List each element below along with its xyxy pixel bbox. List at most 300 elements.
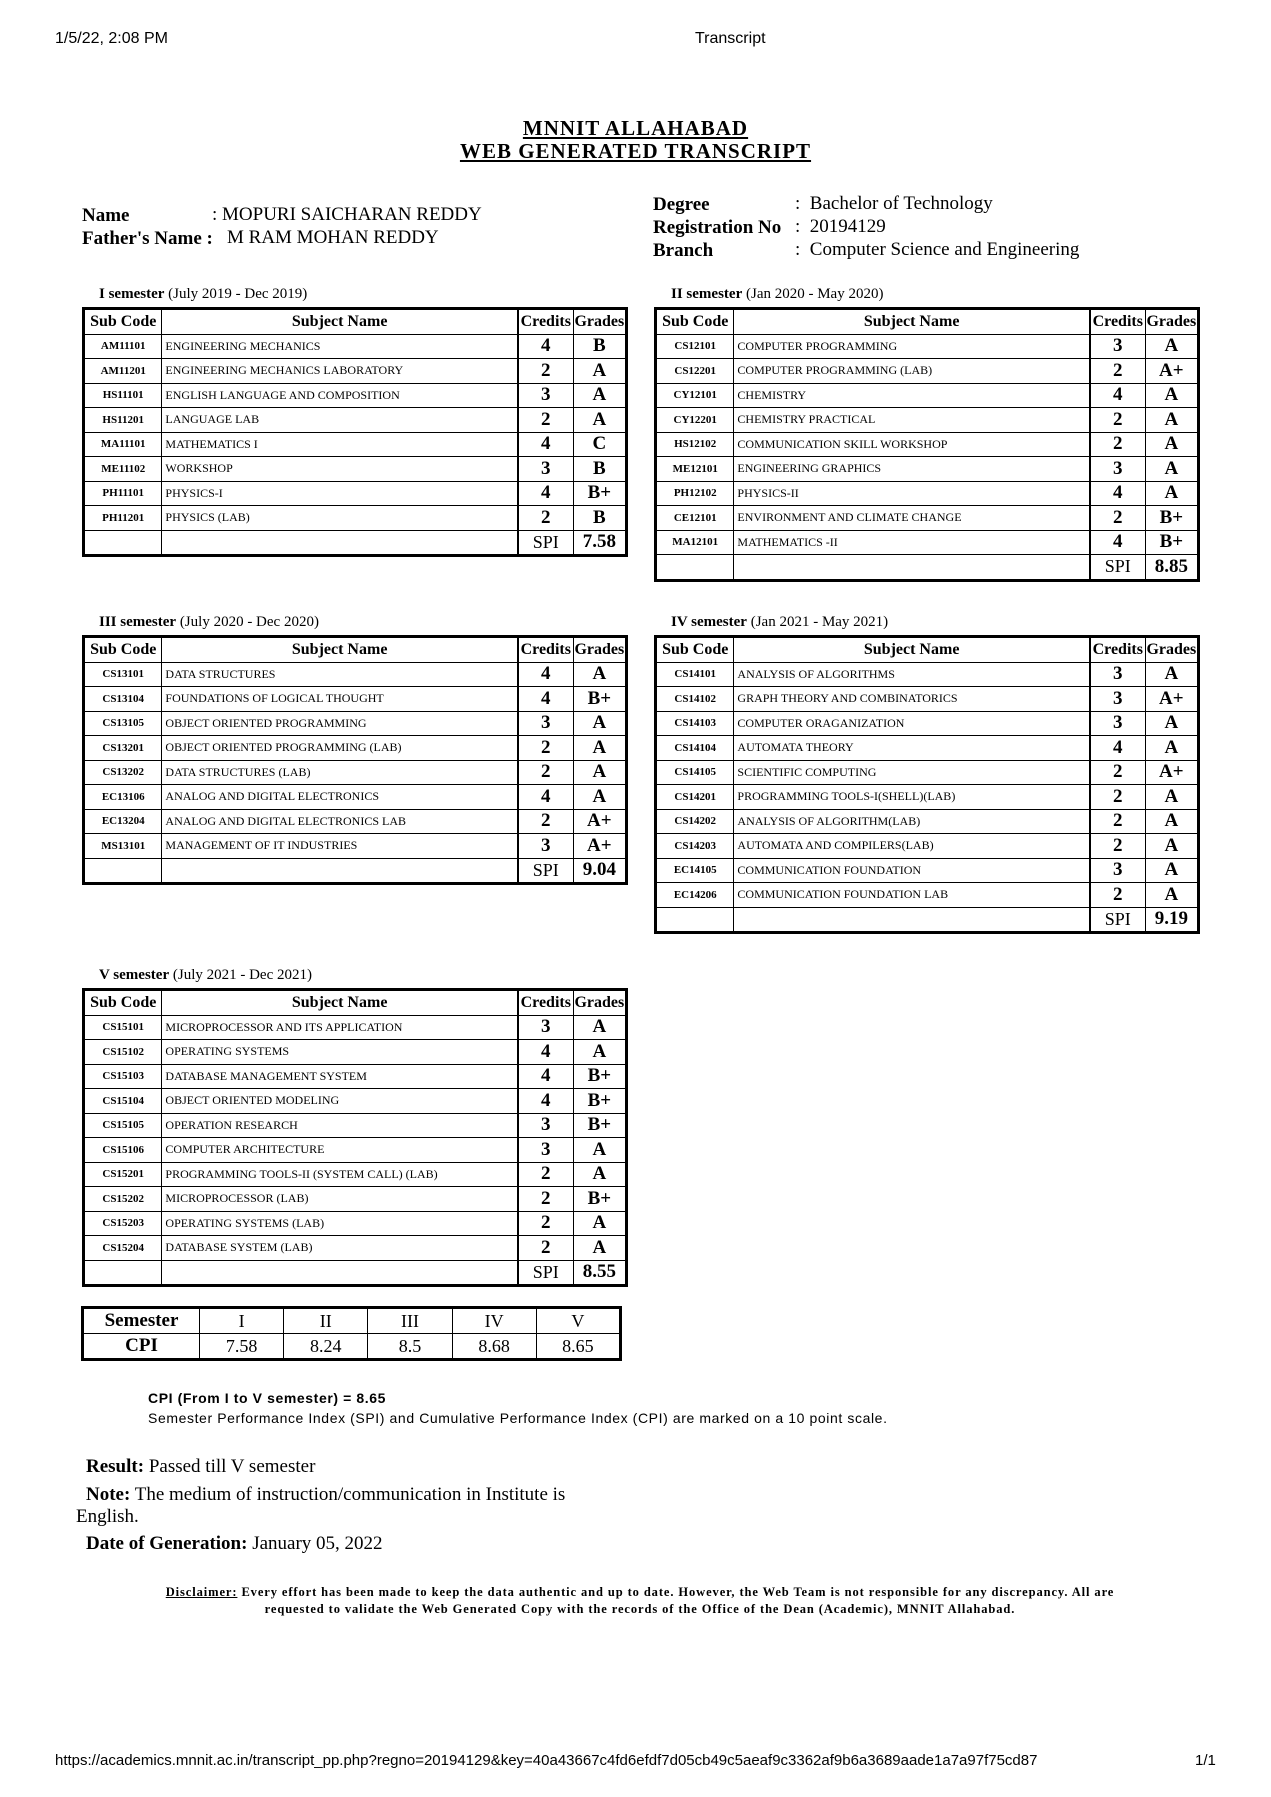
table-row [84, 481, 627, 506]
course-name: OBJECT ORIENTED PROGRAMMING (LAB) [162, 736, 518, 761]
spi-empty-cell [84, 1260, 162, 1286]
table-row [656, 662, 1199, 687]
course-grade: B [573, 506, 626, 531]
course-grade: B+ [1145, 506, 1198, 531]
course-code: AM11101 [84, 334, 162, 359]
course-credits: 3 [518, 1015, 573, 1040]
course-grade: A [573, 1211, 626, 1236]
table-row [84, 809, 627, 834]
course-grade: A+ [1145, 359, 1198, 384]
course-credits: 2 [518, 506, 573, 531]
course-name: DATABASE MANAGEMENT SYSTEM [162, 1064, 518, 1089]
course-name: ENGINEERING MECHANICS LABORATORY [162, 359, 518, 384]
course-code: MS13101 [84, 834, 162, 859]
spi-value: 8.55 [573, 1260, 626, 1286]
table-row [84, 687, 627, 712]
result-label: Result: [86, 1456, 145, 1477]
course-credits: 2 [1090, 834, 1145, 859]
semester-4-period: (Jan 2021 - May 2021) [746, 614, 889, 630]
course-code: EC13106 [84, 785, 162, 810]
cpi-value-1: 7.58 [200, 1334, 284, 1360]
registration-label: Registration No [653, 217, 782, 238]
course-credits: 4 [1090, 481, 1145, 506]
table-row [656, 736, 1199, 761]
course-name: COMPUTER PROGRAMMING [734, 334, 1090, 359]
table-row [656, 711, 1199, 736]
course-credits: 3 [518, 457, 573, 482]
table-row [656, 481, 1199, 506]
result-line [86, 1456, 315, 1478]
cpi-row-semester-label: Semester [83, 1308, 200, 1334]
degree-value: : Bachelor of Technology [795, 193, 993, 214]
branch-value: : Computer Science and Engineering [795, 239, 1080, 260]
table-row [84, 506, 627, 531]
semester-4-caption [671, 614, 888, 631]
course-grade: B+ [573, 687, 626, 712]
course-grade: A [1145, 432, 1198, 457]
course-grade: A [573, 760, 626, 785]
col-header-grades: Grades [1145, 637, 1198, 663]
print-datetime: 1/5/22, 2:08 PM [55, 30, 168, 47]
semester-3-period: (July 2020 - Dec 2020) [176, 614, 319, 630]
semester-5-label: V semester [99, 967, 170, 983]
course-code: CS14103 [656, 711, 734, 736]
col-header-code: Sub Code [84, 990, 162, 1016]
course-grade: B+ [1145, 530, 1198, 555]
spi-label: SPI [518, 1260, 573, 1286]
table-row [656, 785, 1199, 810]
spi-label: SPI [1090, 907, 1145, 933]
course-name: WORKSHOP [162, 457, 518, 482]
course-credits: 2 [518, 760, 573, 785]
table-row [84, 785, 627, 810]
col-header-grades: Grades [573, 990, 626, 1016]
course-code: CS15201 [84, 1162, 162, 1187]
course-grade: A+ [1145, 687, 1198, 712]
course-grade: B+ [573, 1113, 626, 1138]
semester-4-label: IV semester [671, 614, 747, 630]
course-credits: 2 [518, 736, 573, 761]
course-name: MANAGEMENT OF IT INDUSTRIES [162, 834, 518, 859]
course-grade: B [573, 457, 626, 482]
spi-empty-cell [84, 530, 162, 556]
table-row [84, 334, 627, 359]
course-credits: 3 [518, 383, 573, 408]
spi-label: SPI [1090, 555, 1145, 581]
table-row [656, 883, 1199, 908]
spi-row [656, 907, 1199, 933]
col-header-grades: Grades [1145, 309, 1198, 335]
table-row [84, 760, 627, 785]
spi-label: SPI [518, 858, 573, 884]
col-header-name: Subject Name [734, 309, 1090, 335]
course-credits: 2 [1090, 785, 1145, 810]
course-code: ME12101 [656, 457, 734, 482]
course-code: CS14203 [656, 834, 734, 859]
generation-date: January 05, 2022 [247, 1533, 383, 1554]
course-grade: B+ [573, 1089, 626, 1114]
course-code: HS11101 [84, 383, 162, 408]
course-credits: 2 [1090, 809, 1145, 834]
print-page-title: Transcript [695, 30, 766, 47]
table-row [84, 711, 627, 736]
col-header-name: Subject Name [162, 990, 518, 1016]
table-row [656, 687, 1199, 712]
course-credits: 2 [518, 809, 573, 834]
course-code: CS14202 [656, 809, 734, 834]
spi-empty-cell [734, 907, 1090, 933]
course-grade: A+ [1145, 760, 1198, 785]
semester-3-label: III semester [99, 614, 177, 630]
table-header-row [656, 309, 1199, 335]
course-code: CS13104 [84, 687, 162, 712]
spi-empty-cell [162, 1260, 518, 1286]
semester-2-label: II semester [671, 286, 743, 302]
semester-3-caption [99, 614, 319, 631]
institute-title: MNNIT ALLAHABAD [522, 116, 749, 140]
father-name-label: Father's Name : [82, 228, 213, 249]
course-code: CS14105 [656, 760, 734, 785]
disclaimer-label: Disclaimer: [165, 1585, 238, 1599]
cpi-row-cpi-label: CPI [83, 1334, 200, 1360]
table-row [84, 1040, 627, 1065]
course-name: PHYSICS-II [734, 481, 1090, 506]
course-code: CS13105 [84, 711, 162, 736]
course-name: ANALYSIS OF ALGORITHM(LAB) [734, 809, 1090, 834]
table-row [656, 359, 1199, 384]
course-credits: 3 [1090, 334, 1145, 359]
cpi-value-4: 8.68 [452, 1334, 536, 1360]
course-credits: 2 [1090, 883, 1145, 908]
spi-empty-cell [162, 858, 518, 884]
course-credits: 2 [518, 1187, 573, 1212]
name-label: Name [82, 205, 130, 226]
course-name: PHYSICS (LAB) [162, 506, 518, 531]
semester-3-table [82, 635, 628, 885]
semester-5-caption [99, 967, 312, 984]
course-credits: 3 [1090, 457, 1145, 482]
table-row [656, 809, 1199, 834]
col-header-code: Sub Code [656, 309, 734, 335]
course-code: CS15202 [84, 1187, 162, 1212]
spi-value: 9.04 [573, 858, 626, 884]
branch-label: Branch [653, 240, 714, 261]
course-code: ME11102 [84, 457, 162, 482]
semester-5-table [82, 988, 628, 1287]
course-grade: A [573, 1015, 626, 1040]
course-name: ENGLISH LANGUAGE AND COMPOSITION [162, 383, 518, 408]
table-row [656, 334, 1199, 359]
col-header-credits: Credits [518, 637, 573, 663]
semester-2-table [654, 307, 1200, 582]
course-code: PH11201 [84, 506, 162, 531]
note-line-2: English. [76, 1506, 139, 1527]
spi-value: 8.85 [1145, 555, 1198, 581]
table-row [84, 432, 627, 457]
course-code: CS15101 [84, 1015, 162, 1040]
table-row [84, 1236, 627, 1261]
spi-row [84, 858, 627, 884]
course-credits: 2 [1090, 408, 1145, 433]
page-number: 1/1 [1195, 1752, 1216, 1769]
course-name: LANGUAGE LAB [162, 408, 518, 433]
table-row [84, 408, 627, 433]
course-grade: A [1145, 408, 1198, 433]
course-name: COMPUTER ARCHITECTURE [162, 1138, 518, 1163]
course-name: SCIENTIFIC COMPUTING [734, 760, 1090, 785]
table-row [84, 834, 627, 859]
registration-value: : 20194129 [795, 216, 886, 237]
course-code: CS15106 [84, 1138, 162, 1163]
course-name: MICROPROCESSOR (LAB) [162, 1187, 518, 1212]
course-code: CY12101 [656, 383, 734, 408]
semester-1-label: I semester [99, 286, 165, 302]
table-header-row [84, 990, 627, 1016]
cpi-value-3: 8.5 [368, 1334, 452, 1360]
course-credits: 3 [1090, 662, 1145, 687]
course-name: COMMUNICATION FOUNDATION LAB [734, 883, 1090, 908]
table-row [84, 1113, 627, 1138]
course-code: CS15203 [84, 1211, 162, 1236]
col-header-grades: Grades [573, 637, 626, 663]
spi-empty-cell [734, 555, 1090, 581]
table-row [84, 359, 627, 384]
course-credits: 2 [1090, 506, 1145, 531]
note-value: The medium of instruction/communication in Institute is [130, 1484, 566, 1505]
col-header-grades: Grades [573, 309, 626, 335]
course-name: OPERATING SYSTEMS [162, 1040, 518, 1065]
course-credits: 2 [518, 359, 573, 384]
course-name: OPERATING SYSTEMS (LAB) [162, 1211, 518, 1236]
course-credits: 2 [518, 1211, 573, 1236]
course-grade: B [573, 334, 626, 359]
course-grade: A [573, 785, 626, 810]
course-grade: A [1145, 858, 1198, 883]
course-code: HS12102 [656, 432, 734, 457]
course-name: DATA STRUCTURES [162, 662, 518, 687]
course-code: CS15102 [84, 1040, 162, 1065]
course-code: AM11201 [84, 359, 162, 384]
course-code: CS12101 [656, 334, 734, 359]
col-header-code: Sub Code [84, 637, 162, 663]
course-code: CS14201 [656, 785, 734, 810]
table-row [84, 383, 627, 408]
table-row [84, 1064, 627, 1089]
course-grade: A [1145, 457, 1198, 482]
course-credits: 4 [518, 1040, 573, 1065]
course-code: MA12101 [656, 530, 734, 555]
course-credits: 4 [518, 334, 573, 359]
table-row [656, 408, 1199, 433]
table-row [656, 760, 1199, 785]
course-credits: 2 [518, 1236, 573, 1261]
spi-row [656, 555, 1199, 581]
course-grade: A [573, 1236, 626, 1261]
course-name: COMMUNICATION FOUNDATION [734, 858, 1090, 883]
cpi-semester-1: I [200, 1308, 284, 1334]
course-grade: A+ [573, 834, 626, 859]
course-grade: A [573, 408, 626, 433]
course-name: AUTOMATA THEORY [734, 736, 1090, 761]
course-code: CS15105 [84, 1113, 162, 1138]
course-name: GRAPH THEORY AND COMBINATORICS [734, 687, 1090, 712]
course-code: MA11101 [84, 432, 162, 457]
father-name: M RAM MOHAN REDDY [227, 227, 439, 248]
course-credits: 4 [518, 481, 573, 506]
table-row [84, 1089, 627, 1114]
table-row [656, 834, 1199, 859]
col-header-credits: Credits [1090, 637, 1145, 663]
spi-row [84, 1260, 627, 1286]
col-header-credits: Credits [1090, 309, 1145, 335]
course-code: CY12201 [656, 408, 734, 433]
course-grade: A [573, 662, 626, 687]
course-name: COMPUTER PROGRAMMING (LAB) [734, 359, 1090, 384]
course-credits: 4 [518, 785, 573, 810]
course-code: CS13101 [84, 662, 162, 687]
course-code: CS13201 [84, 736, 162, 761]
result-value: Passed till V semester [144, 1456, 316, 1477]
course-code: CS12201 [656, 359, 734, 384]
cpi-semester-2: II [284, 1308, 368, 1334]
course-name: OPERATION RESEARCH [162, 1113, 518, 1138]
degree-label: Degree [653, 194, 710, 215]
table-row [656, 383, 1199, 408]
semester-4-table [654, 635, 1200, 934]
col-header-name: Subject Name [162, 637, 518, 663]
student-name: : MOPURI SAICHARAN REDDY [212, 204, 482, 225]
course-name: ENGINEERING MECHANICS [162, 334, 518, 359]
course-name: MATHEMATICS I [162, 432, 518, 457]
course-name: CHEMISTRY PRACTICAL [734, 408, 1090, 433]
course-grade: B+ [573, 1064, 626, 1089]
table-row [656, 858, 1199, 883]
disclaimer-line-1: Every effort has been made to keep the data authentic and up to date. However, the Web Team is not responsible for any discrepancy. All are [237, 1585, 1115, 1599]
table-header-row [84, 637, 627, 663]
course-credits: 2 [1090, 432, 1145, 457]
course-grade: A [573, 1040, 626, 1065]
disclaimer-line-2: requested to validate the Web Generated Copy with the records of the Office of the Dean (Academic), MNNIT Allahabad. [264, 1602, 1016, 1616]
course-code: CS15103 [84, 1064, 162, 1089]
table-row [84, 1015, 627, 1040]
course-name: CHEMISTRY [734, 383, 1090, 408]
cpi-summary: CPI (From I to V semester) = 8.65 [148, 1390, 387, 1406]
course-grade: A [573, 383, 626, 408]
course-credits: 4 [1090, 383, 1145, 408]
note-line [86, 1484, 565, 1506]
course-code: CE12101 [656, 506, 734, 531]
course-name: PROGRAMMING TOOLS-II (SYSTEM CALL) (LAB) [162, 1162, 518, 1187]
course-name: PROGRAMMING TOOLS-I(SHELL)(LAB) [734, 785, 1090, 810]
course-credits: 4 [518, 1089, 573, 1114]
disclaimer [100, 1584, 1180, 1618]
semester-1-period: (July 2019 - Dec 2019) [164, 286, 308, 302]
course-credits: 4 [518, 432, 573, 457]
spi-empty-cell [656, 555, 734, 581]
course-credits: 4 [518, 1064, 573, 1089]
course-credits: 2 [518, 1162, 573, 1187]
spi-empty-cell [656, 907, 734, 933]
semester-1-caption [99, 286, 307, 303]
course-name: MICROPROCESSOR AND ITS APPLICATION [162, 1015, 518, 1040]
course-grade: A [1145, 334, 1198, 359]
semester-2-caption [671, 286, 883, 303]
semester-2-period: (Jan 2020 - May 2020) [742, 286, 884, 302]
course-credits: 2 [518, 408, 573, 433]
course-name: DATABASE SYSTEM (LAB) [162, 1236, 518, 1261]
course-grade: A [1145, 481, 1198, 506]
col-header-code: Sub Code [84, 309, 162, 335]
col-header-name: Subject Name [734, 637, 1090, 663]
semester-5-period: (July 2021 - Dec 2021) [169, 967, 312, 983]
table-row [656, 506, 1199, 531]
course-grade: A [1145, 662, 1198, 687]
course-credits: 3 [518, 834, 573, 859]
col-header-code: Sub Code [656, 637, 734, 663]
course-name: ENGINEERING GRAPHICS [734, 457, 1090, 482]
course-code: EC13204 [84, 809, 162, 834]
generation-label: Date of Generation: [86, 1533, 248, 1554]
course-grade: A [1145, 736, 1198, 761]
note-label: Note: [86, 1484, 131, 1505]
course-name: ANALOG AND DIGITAL ELECTRONICS LAB [162, 809, 518, 834]
course-grade: A [1145, 383, 1198, 408]
table-row [656, 432, 1199, 457]
spi-value: 7.58 [573, 530, 626, 556]
course-grade: A [573, 1138, 626, 1163]
course-grade: A [1145, 785, 1198, 810]
course-code: CS13202 [84, 760, 162, 785]
course-name: AUTOMATA AND COMPILERS(LAB) [734, 834, 1090, 859]
course-credits: 2 [1090, 359, 1145, 384]
course-credits: 3 [1090, 711, 1145, 736]
course-code: EC14206 [656, 883, 734, 908]
course-credits: 2 [1090, 760, 1145, 785]
table-row [84, 1138, 627, 1163]
table-row [656, 530, 1199, 555]
course-code: EC14105 [656, 858, 734, 883]
col-header-credits: Credits [518, 309, 573, 335]
course-code: CS15104 [84, 1089, 162, 1114]
cpi-semester-4: IV [452, 1308, 536, 1334]
table-header-row [84, 309, 627, 335]
spi-empty-cell [84, 858, 162, 884]
course-name: OBJECT ORIENTED PROGRAMMING [162, 711, 518, 736]
spi-value: 9.19 [1145, 907, 1198, 933]
course-credits: 3 [518, 1138, 573, 1163]
cpi-value-2: 8.24 [284, 1334, 368, 1360]
table-row [84, 736, 627, 761]
spi-label: SPI [518, 530, 573, 556]
course-name: PHYSICS-I [162, 481, 518, 506]
course-grade: A [1145, 834, 1198, 859]
course-code: HS11201 [84, 408, 162, 433]
cpi-semester-3: III [368, 1308, 452, 1334]
page-url-link[interactable]: https://academics.mnnit.ac.in/transcript_pp.php?regno=20194129&key=40a43667c4fd6efdf7d05cb49c5aeaf9c3362af9b6a3689aade1a7a97f75cd87 [55, 1752, 1038, 1769]
table-row [656, 457, 1199, 482]
spi-row [84, 530, 627, 556]
col-header-name: Subject Name [162, 309, 518, 335]
course-grade: A+ [573, 809, 626, 834]
table-row [84, 1187, 627, 1212]
course-grade: A [573, 359, 626, 384]
course-grade: B+ [573, 481, 626, 506]
col-header-credits: Credits [518, 990, 573, 1016]
table-row [84, 662, 627, 687]
course-grade: C [573, 432, 626, 457]
course-code: CS15204 [84, 1236, 162, 1261]
course-credits: 3 [518, 711, 573, 736]
